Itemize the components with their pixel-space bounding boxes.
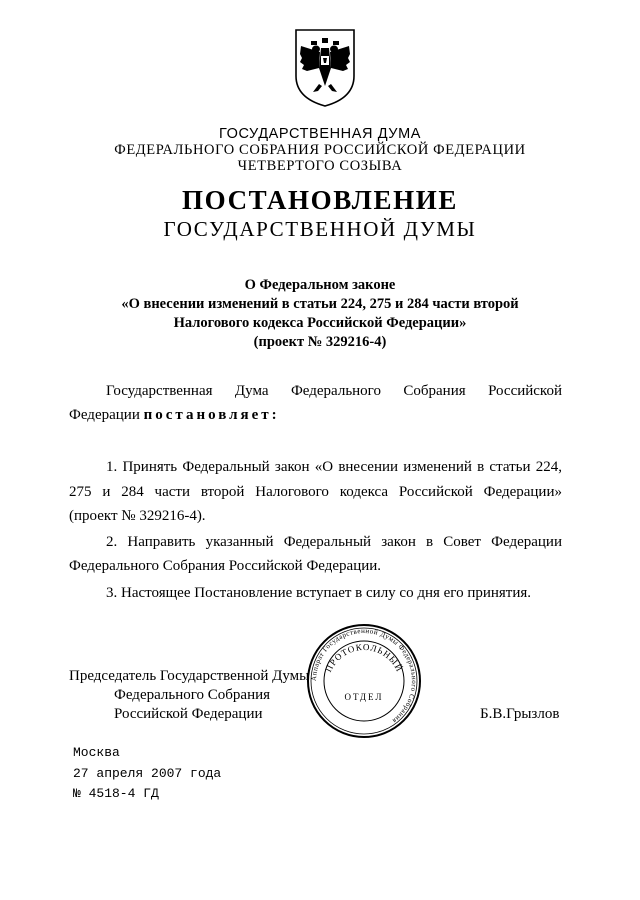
item-3-line-1: 3. Настоящее Постановление вступает в силу со дня его принятия. (106, 585, 532, 601)
signatory-name: Б.В.Грызлов (480, 706, 560, 722)
org-line-2: ФЕДЕРАЛЬНОГО СОБРАНИЯ РОССИЙСКОЙ ФЕДЕРАЦИИ (114, 142, 526, 158)
item-2-line-1: 2. Направить указанный Федеральный закон в Совет Федерации (106, 534, 562, 550)
svg-text:Аппарат Государственной Думы Ф (310, 627, 418, 725)
stamp-arc-text: ПРОТОКОЛЬНЫЙ (323, 641, 405, 674)
date: 27 апреля 2007 года (73, 766, 222, 781)
subject-line-4: (проект № 329216-4) (253, 334, 387, 350)
item-1-line-3: (проект № 329216-4). (69, 508, 206, 524)
item-1-line-1: 1. Принять Федеральный закон «О внесении изменений в статьи 224, (106, 459, 562, 475)
preamble-resolves: постановляет: (143, 407, 280, 423)
signatory-title-line-3: Российской Федерации (114, 706, 263, 722)
stamp-ring-text: Аппарат Государственной Думы Федерального Собрания (309, 626, 419, 725)
document-type: ПОСТАНОВЛЕНИЕ (182, 185, 458, 215)
svg-text:ПРОТОКОЛЬНЫЙ (323, 642, 405, 674)
subject-line-2: «О внесении изменений в статьи 224, 275 и 284 части второй (121, 296, 519, 312)
preamble-line-1: Государственная Дума Федерального Собрания Российской (106, 383, 562, 399)
org-line-1: ГОСУДАРСТВЕННАЯ ДУМА (218, 126, 422, 142)
signatory-title-line-1: Председатель Государственной Думы (69, 668, 310, 684)
document-number: № 4518-4 ГД (73, 786, 159, 801)
item-1-line-2: 275 и 284 части второй Налогового кодекса Российской Федерации» (69, 484, 562, 500)
subject-line-1: О Федеральном законе (244, 277, 396, 293)
document-subtitle: ГОСУДАРСТВЕННОЙ ДУМЫ (163, 217, 477, 241)
stamp-center-text: ОТДЕЛ (344, 692, 384, 702)
preamble-prefix: Федерации (69, 407, 144, 423)
item-2-line-2: Федерального Собрания Российской Федерации. (69, 558, 382, 574)
signatory-title-line-2: Федерального Собрания (114, 687, 271, 703)
city: Москва (73, 745, 120, 760)
subject-line-3: Налогового кодекса Российской Федерации» (173, 315, 467, 331)
coat-of-arms-icon (293, 28, 357, 108)
org-line-3: ЧЕТВЕРТОГО СОЗЫВА (237, 158, 403, 174)
preamble-line-2 (69, 403, 280, 427)
official-stamp (305, 622, 423, 740)
